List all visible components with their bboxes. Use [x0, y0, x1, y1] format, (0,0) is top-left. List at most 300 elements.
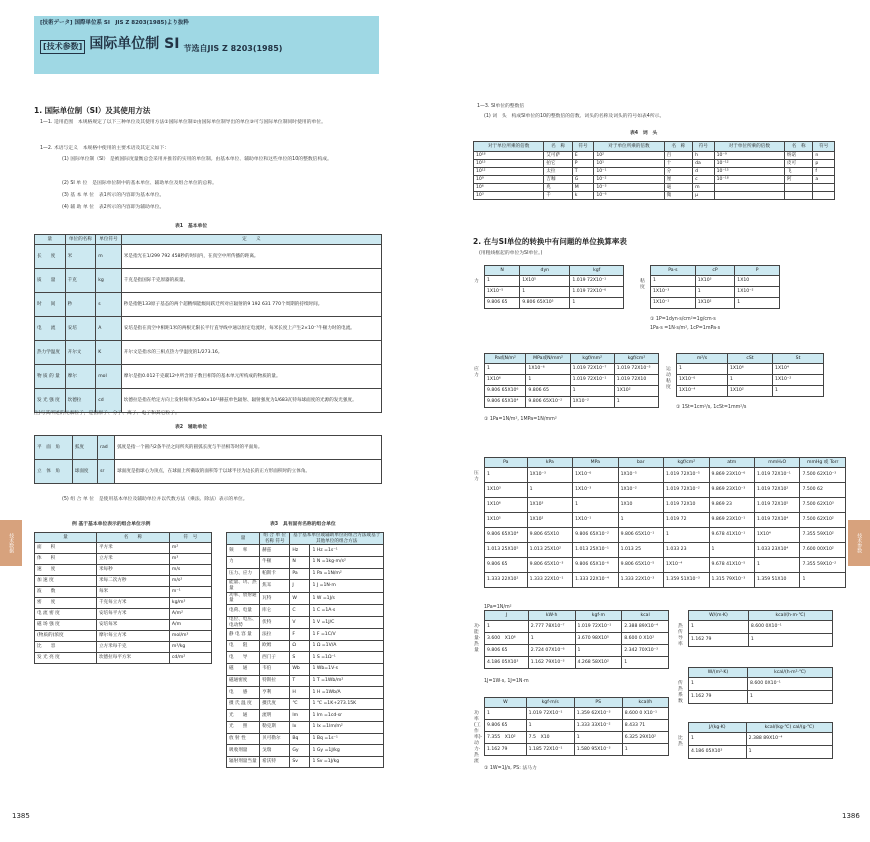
table-cell: 9.869 23X10⁻⁶ [709, 468, 754, 483]
table-cell: 1 [689, 733, 747, 746]
table-cell: 1.359 51X10 [754, 573, 799, 588]
table-cell: 纳诺 [784, 152, 813, 160]
table-cell: 兆 [544, 184, 573, 192]
table-cell: 1 Hz =1s⁻¹ [310, 545, 384, 557]
section-2-title: 2. 在与SI单位的转换中有问题的单位换算率表 [473, 237, 627, 246]
table-row [35, 631, 212, 642]
table-cell: 米每二次方秒 [96, 576, 169, 587]
table-cell: J [290, 580, 310, 592]
table-row [227, 722, 384, 734]
table-cell: d [693, 168, 715, 176]
table-cell: 摩尔每立方米 [96, 631, 169, 642]
table-row [227, 733, 384, 745]
table-cell: 库仑 [260, 605, 290, 617]
table-cell: 1 Ω =1V/A [310, 640, 384, 652]
table-header-cell: P [735, 266, 780, 276]
table-row [677, 375, 824, 386]
table-row [227, 568, 384, 580]
table-cell: 1 [570, 298, 624, 309]
table-cell: 1 [614, 397, 658, 408]
table-cell: 贝可勒尔 [260, 733, 290, 745]
table-cell: 8.600 0X10⁻¹ [747, 678, 832, 691]
table-cell: 1 [727, 375, 772, 386]
table-cell: 1 [575, 645, 622, 657]
table-cell: 吸收剂量 [227, 745, 260, 757]
table-row [35, 245, 382, 269]
table-cell: sr [98, 460, 115, 484]
page-number-right: 1386 [842, 812, 860, 820]
table2-title: 表2 辅助单位 [175, 425, 208, 430]
table-cell: 1 [689, 621, 749, 634]
table-cell: 1X10⁻¹ [573, 513, 618, 528]
table-cell: h [693, 152, 715, 160]
pres-table [484, 457, 846, 588]
pres-label: 压力 [474, 471, 479, 482]
table-cell: 1 [485, 276, 520, 287]
table-row [485, 621, 669, 633]
table-cell: 1X10⁻³ [573, 483, 618, 498]
table-cell: 9.806 65X10⁻² [526, 397, 570, 408]
page-number-left: 1385 [12, 812, 30, 820]
table-cell: 西门子 [260, 652, 290, 664]
table-header-cell: m²/s [677, 354, 728, 364]
table-header-cell: 组 合 单 位 名称 符号 [260, 533, 290, 545]
table-cell: 9.806 65X10⁻⁶ [573, 558, 618, 573]
table-cell: 千 [544, 192, 573, 200]
table-cell: 韦伯 [260, 664, 290, 676]
table-cell: G [572, 176, 594, 184]
htc-label: 传热系数 [678, 681, 683, 704]
table-header-cell: 名 称 [544, 142, 573, 152]
table-row [227, 629, 384, 641]
table-cell: 微 [664, 192, 693, 200]
table-cell: 1 F =1C/V [310, 629, 384, 641]
table-cell: 磁 通 [227, 664, 260, 676]
table-cell: 4.186 05X10³ [689, 746, 747, 759]
table-cell: 发 光 亮 度 [35, 653, 97, 664]
table-cell: 1X10³ [527, 498, 572, 513]
table-cell: mol [96, 365, 122, 389]
table-cell: 弧度 [72, 436, 97, 460]
table-cell: k [572, 192, 594, 200]
table-cell: A/m² [169, 609, 211, 620]
table-cell: 10¹² [474, 168, 544, 176]
table-cell: 1X10⁻² [570, 397, 614, 408]
table-cell: 9.869 23X10⁻¹ [709, 513, 754, 528]
table-cell: (物质的)浓度 [35, 631, 97, 642]
table-cell: 分 [664, 168, 693, 176]
table-cell: 10³ [474, 192, 544, 200]
table-cell: 1.019 72X10² [754, 483, 799, 498]
table-cell: kg/m³ [169, 598, 211, 609]
table-cell: 1X10⁴ [773, 364, 824, 375]
table-row [485, 364, 659, 375]
table-cell: 米每秒 [96, 565, 169, 576]
header-line1: [技術データ] 国際単位系 SI JIS Z 8203(1985)より抜粋 [40, 20, 189, 26]
table-cell: Pa [290, 568, 310, 580]
table-cell: 1.019 72 [664, 513, 709, 528]
table-cell: 十 [664, 160, 693, 168]
table-cell: 戈瑞 [260, 745, 290, 757]
table-cell: Ω [290, 640, 310, 652]
table-cell: 9.806 65 [485, 720, 527, 732]
table-cell: 飞 [784, 168, 813, 176]
table-cell [813, 192, 835, 200]
table-cell: 1.019 72X10⁻¹ [570, 375, 614, 386]
table-row [35, 642, 212, 653]
table-cell: 1.033 23 [664, 543, 709, 558]
table-cell: 坎德拉 [65, 389, 96, 413]
table-cell: 7.500 62X10³ [800, 498, 846, 513]
side-tab-right[interactable]: 技术参数 [848, 520, 870, 566]
table-cell: K [96, 341, 122, 365]
htc-table [688, 667, 833, 704]
table-cell: N [290, 557, 310, 569]
table-cell: 牛顿 [260, 557, 290, 569]
table-row [485, 645, 669, 657]
table-header-cell: W [485, 698, 527, 708]
table-header-cell: 符 号 [169, 533, 211, 543]
table-cell: 厘 [664, 176, 693, 184]
table-cell: 1 Sv =1J/kg [310, 756, 384, 768]
table-cell: 1 [485, 468, 528, 483]
table-cell: n [813, 152, 835, 160]
table-cell: 瓦特 [260, 592, 290, 604]
table-cell: 2.388 89X10⁻⁴ [746, 733, 832, 746]
table-header-cell: Pa·s [651, 266, 696, 276]
table-row [227, 557, 384, 569]
table-cell: 力 [227, 557, 260, 569]
table-row [35, 598, 212, 609]
table-cell: a [813, 176, 835, 184]
table-cell: mol/m³ [169, 631, 211, 642]
table-cell: 10⁻² [594, 176, 664, 184]
pow-table [484, 697, 669, 756]
table-cell: 米是指光在1/299 792 458秒的时间内，在真空中所传播的距离。 [121, 245, 381, 269]
table-cell: 焦耳 [260, 580, 290, 592]
table-cell: 千克 [65, 269, 96, 293]
kv-note: ① 1St=1cm²/s, 1cSt=1mm²/s [676, 405, 747, 410]
table-cell: A [96, 317, 122, 341]
table-row [677, 364, 824, 375]
table-row [35, 609, 212, 620]
table-cell: 1 J =1N·m [310, 580, 384, 592]
table-cell: 1X10² [727, 386, 772, 397]
table1-note: 注)与其所述的元素粒子，是指原子、分子、离子、电子和其它粒子。 [34, 411, 180, 416]
table-cell: 热力学温度 [35, 341, 66, 365]
table-header-cell: 名 称 [96, 533, 169, 543]
table-cell: lm [290, 710, 310, 722]
table-row [485, 543, 846, 558]
table-cell: Gy [290, 745, 310, 757]
table3b-named [226, 532, 384, 768]
table-cell: 电 感 [227, 687, 260, 699]
table-cell: 1X10⁻³ [527, 468, 572, 483]
table-header-cell: kcal/(kg·℃) cal/(g·℃) [746, 723, 832, 733]
table-row [651, 276, 780, 287]
table-row [485, 498, 846, 513]
table-cell: m [96, 245, 122, 269]
table-cell: 7.500 62 [800, 483, 846, 498]
table-cell: 1.162 79 [689, 691, 748, 704]
table-row [474, 192, 835, 200]
table-cell: da [693, 160, 715, 168]
table-cell: 1X10⁵ [520, 276, 570, 287]
table-cell: 9.806 65X10⁶ [485, 386, 526, 397]
table-cell: 9.806 65 [485, 558, 528, 573]
table-cell: Bq [290, 733, 310, 745]
force-table [484, 265, 624, 309]
table-cell: 1.013 25X10⁵ [485, 543, 528, 558]
table-cell: 开尔文 [65, 341, 96, 365]
table-cell: 皮可 [784, 160, 813, 168]
table-header-cell: kgf·m [575, 611, 622, 621]
table-cell: 1.019 72X10⁻¹ [570, 276, 624, 287]
table-cell: 1.333 33X10⁻² [574, 720, 622, 732]
table-cell: 磁通密度 [227, 675, 260, 687]
table-cell: 1.359 62X10⁻³ [574, 708, 622, 720]
table-cell: 速 度 [35, 565, 97, 576]
tc-table [688, 610, 833, 647]
table-cell: 米 [65, 245, 96, 269]
table-cell: 1 Gy =1J/kg [310, 745, 384, 757]
table-cell: Hz [290, 545, 310, 557]
table-row [485, 386, 659, 397]
table-cell: 1.019 72X10⁻⁵ [614, 364, 658, 375]
table-cell: 9.806 65X10⁻¹ [618, 528, 663, 543]
table-cell: 安培每平方米 [96, 609, 169, 620]
table-cell: 立方米 [96, 554, 169, 565]
table-cell: 1.019 72X10⁻² [664, 483, 709, 498]
table-header-cell: MPa [573, 458, 618, 468]
table-cell: 每米 [96, 587, 169, 598]
table-row [485, 375, 659, 386]
table-cell: 1 ℃ =1K+273.15K [310, 698, 384, 710]
table-cell: 10¹ [594, 160, 664, 168]
table-cell: 1.019 72X10⁻¹ [575, 621, 622, 633]
table-cell: 赫兹 [260, 545, 290, 557]
table-cell: 1 Wb=1V·s [310, 664, 384, 676]
table-header-cell: kgf [570, 266, 624, 276]
table-cell: 1 [573, 498, 618, 513]
table-row [35, 576, 212, 587]
table-row [474, 160, 835, 168]
table-header-cell: MPa或N/mm² [526, 354, 570, 364]
page-subtitle: 节选自JIS Z 8203(1985) [183, 43, 283, 53]
table-header-cell: mmH₂O [754, 458, 799, 468]
table-cell: 7.600 00X10² [800, 543, 846, 558]
table-header-cell: mmHg 或 Torr [800, 458, 846, 468]
table-row [35, 365, 382, 389]
table-cell: 吉咖 [544, 176, 573, 184]
table-header-cell: cP [695, 266, 735, 276]
table-cell: 摩尔 [65, 365, 96, 389]
table-cell: 1.185 72X10⁻¹ [526, 744, 574, 756]
table-cell: 9.806 65 [485, 645, 529, 657]
table-cell: 光 照 [227, 722, 260, 734]
table-header-cell: J [485, 611, 529, 621]
table-row [35, 543, 212, 554]
table-row [35, 620, 212, 631]
table-cell: 1.019 72X10 [664, 498, 709, 513]
table-cell: 1 [689, 678, 748, 691]
table-cell: 1 [800, 573, 846, 588]
kv-label: 运动粘度 [666, 367, 671, 390]
table-cell: m³/kg [169, 642, 211, 653]
table-cell: 艾可萨 [544, 152, 573, 160]
table-cell: H [290, 687, 310, 699]
section-1-title: 1. 国际单位制（SI）及其使用方法 [34, 106, 151, 115]
table-row [689, 746, 833, 759]
table-cell: 10⁻¹ [594, 168, 664, 176]
table-cell: 8.600 0 X10² [622, 633, 669, 645]
table-cell: 1.013 25X10² [527, 543, 572, 558]
table-cell: 10⁻⁶ [594, 192, 664, 200]
table-cell: 秒是指铯133原子基态的两个超精细能级间跃迁所对应辐射的9 192 631 770个周期的持续时间。 [121, 293, 381, 317]
table-cell: 1 [748, 634, 832, 647]
table-row [485, 483, 846, 498]
table-cell: 8.433 71 [622, 720, 668, 732]
table-cell: 10⁻³ [594, 184, 664, 192]
table-header-cell: 定 义 [121, 235, 381, 245]
header-tag: [技术参数] [40, 40, 85, 54]
table-cell: ℃ [290, 698, 310, 710]
table-cell: 1 [485, 708, 527, 720]
table-cell: 2.724 07X10⁻⁶ [528, 645, 575, 657]
table-cell [784, 184, 813, 192]
table-cell: 1 [574, 732, 622, 744]
table-cell: 1 W =1J/s [310, 592, 384, 604]
table-cell: 1 lx =1lm/m² [310, 722, 384, 734]
table-cell: 1 [520, 287, 570, 298]
table-row [485, 298, 624, 309]
table-cell: 频 率 [227, 545, 260, 557]
visc-note2: 1Pa·s =1N·s/m², 1cP=1mPa·s [650, 326, 721, 331]
table-row [689, 621, 833, 634]
table-cell: 1 [735, 298, 780, 309]
table-cell: 1.019 72X10 [614, 375, 658, 386]
table-cell: 1 [746, 746, 832, 759]
table-cell: 1X10⁻² [735, 287, 780, 298]
table-cell: 球面度是指球心为顶点，在球面上所截取的面积等于以球半径为边长的正方形面积时的立体角。 [115, 460, 382, 484]
table-row [227, 698, 384, 710]
table-cell: 密 度 [35, 598, 97, 609]
table-row [227, 545, 384, 557]
pow-note: ① 1W=1J/s, PS: 法马力 [484, 766, 537, 771]
table-cell: 10² [594, 152, 664, 160]
table-cell: 电 阻 [227, 640, 260, 652]
table-header-cell: 名 称 [664, 142, 693, 152]
table-row [485, 657, 669, 669]
table-cell: 1.359 51X10⁻³ [664, 573, 709, 588]
table-cell: 1X10⁶ [485, 375, 526, 386]
table-cell: 7.355 X10² [485, 732, 527, 744]
table-cell: 千克是指国际千克原器的质量。 [121, 269, 381, 293]
composite-def: (5) 组 合 单 位 是使用基本单位及辅助单位并以代数方法（乘法、除法）表示的单位。 [62, 497, 248, 502]
table-cell: m³ [169, 554, 211, 565]
table-row [485, 732, 669, 744]
table-cell: 希沃特 [260, 756, 290, 768]
table-row [651, 287, 780, 298]
table-header-cell: PS [574, 698, 622, 708]
table-row [35, 587, 212, 598]
force-label: 力 [474, 279, 479, 284]
table-cell: E [572, 152, 594, 160]
table-cell: 1 [618, 513, 663, 528]
table-cell: 光 通 [227, 710, 260, 722]
table-row [35, 389, 382, 413]
table-cell: 1X10⁻² [618, 483, 663, 498]
table-cell: 平方米 [96, 543, 169, 554]
table-cell: 1 Pa =1N/m² [310, 568, 384, 580]
table-row [35, 269, 382, 293]
table-cell: 1X10² [695, 298, 735, 309]
table-cell: 1X10 [618, 498, 663, 513]
table-header-cell: kgf/cm² [664, 458, 709, 468]
table3b-title: 表3 具有固有名称的组合单位 [270, 522, 336, 527]
table-cell: 1 [526, 375, 570, 386]
stress-label: 应力 [474, 367, 479, 378]
table-cell: 1 [677, 364, 728, 375]
table-header-cell: 量 [35, 235, 66, 245]
table-cell [714, 192, 784, 200]
table-cell: m/s² [169, 576, 211, 587]
side-tab-left[interactable]: 技术数据 [0, 520, 22, 566]
table-cell: 1.019 72X10⁻⁵ [664, 468, 709, 483]
table-row [689, 634, 833, 647]
table2-supp-units [34, 435, 382, 484]
table-header-cell: 名 称 [784, 142, 813, 152]
visc-label: 粘度 [640, 279, 645, 290]
table-cell: p [813, 160, 835, 168]
table-cell: 3.600 X10⁶ [485, 633, 529, 645]
table-cell: 3.670 98X10⁵ [575, 633, 622, 645]
table-cell: 7.355 59X10² [800, 528, 846, 543]
table-cell: 1 H =1Wb/A [310, 687, 384, 699]
table-header-cell: atm [709, 458, 754, 468]
table-cell: 1.315 79X10⁻³ [709, 573, 754, 588]
def-3: (3) 基 本 单 位 表1所示的内容即为基本单位。 [62, 193, 165, 198]
table-row [485, 287, 624, 298]
table-cell: m [693, 184, 715, 192]
prefix-section-title: 1—3. SI单位的整数倍 [477, 104, 525, 109]
table-row [227, 756, 384, 768]
table-cell: 10¹⁸ [474, 152, 544, 160]
stress-note: ① 1Pa=1N/m², 1MPa=1N/mm² [484, 417, 557, 422]
table-cell: T [290, 675, 310, 687]
table-cell: Wb [290, 664, 310, 676]
table-cell: 1.019 72X10⁴ [754, 513, 799, 528]
table-header-cell: 单位的名称 [65, 235, 96, 245]
table-cell: m² [169, 543, 211, 554]
table-row [485, 397, 659, 408]
table-cell: 体 积 [35, 554, 97, 565]
table1-title: 表1 基本单位 [175, 224, 208, 229]
page-title: 国际单位制 SI [89, 36, 180, 52]
table-cell: 1 [709, 543, 754, 558]
terms-text: 1—2. 术语与定义 本规格中使用的主要术语及其定义如下： [40, 146, 170, 151]
table-cell: W [290, 592, 310, 604]
table-cell: 4.268 58X10² [575, 657, 622, 669]
table-header-cell: kgf·m/s [526, 698, 574, 708]
work-table [484, 610, 669, 669]
table-cell: 功率、放射通量 [227, 592, 260, 604]
table-cell: 1 [485, 364, 526, 375]
table-cell: 静 电 容 量 [227, 629, 260, 641]
table-cell: 电 流 [35, 317, 66, 341]
table-cell: 1 [622, 657, 669, 669]
table-header-cell: dyn [520, 266, 570, 276]
